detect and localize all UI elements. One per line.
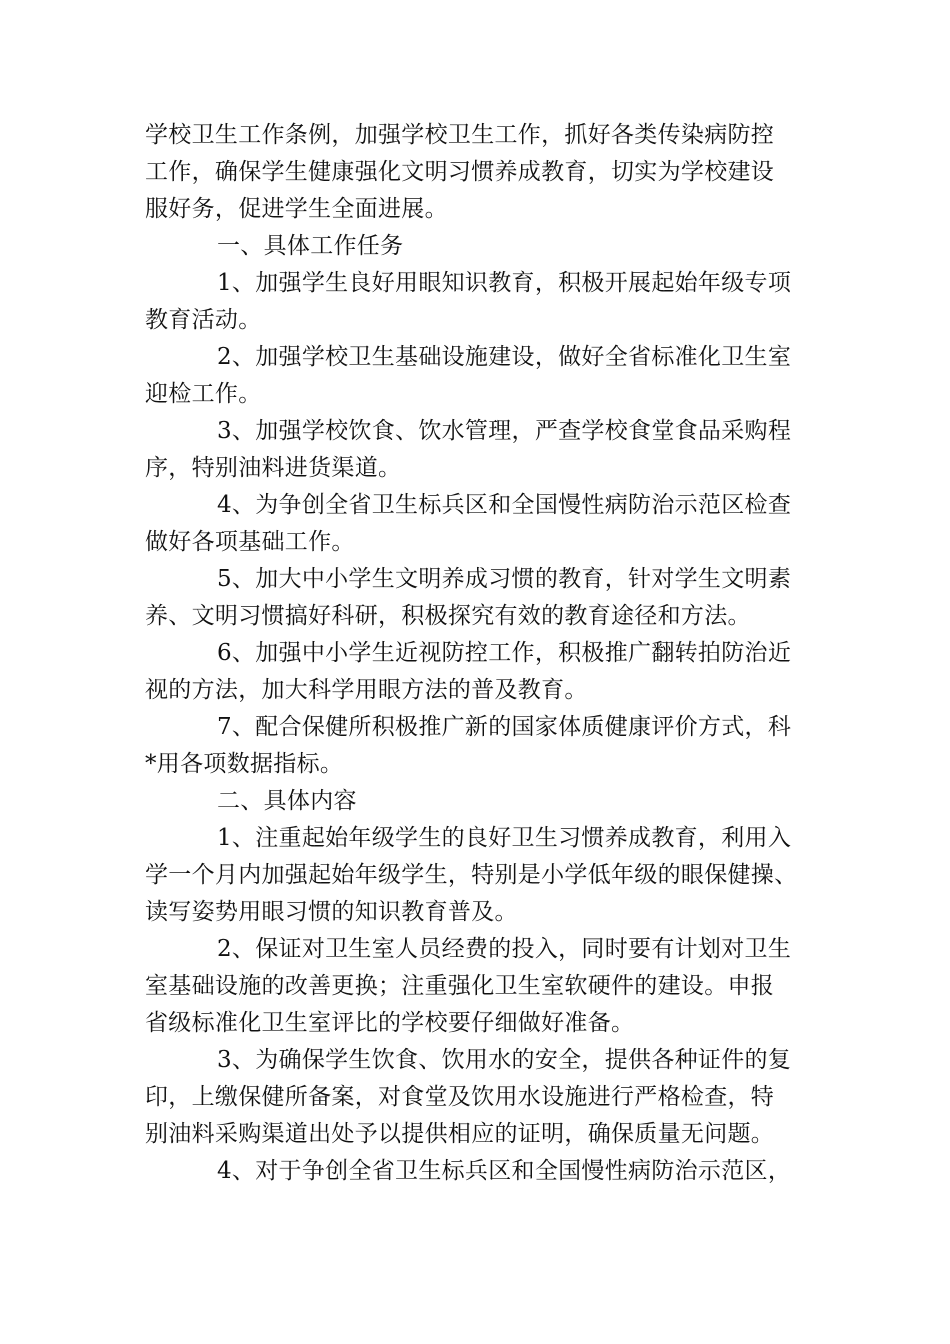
text-line: 学一个月内加强起始年级学生，特别是小学低年级的眼保健操、 [145,862,798,888]
text-line: 省级标准化卫生室评比的学校要仔细做好准备。 [145,1010,635,1036]
text-line: 序，特别油料进货渠道。 [145,455,402,481]
text-line: 4、为争创全省卫生标兵区和全国慢性病防治示范区检查 [217,492,792,518]
text-line: 别油料采购渠道出处予以提供相应的证明，确保质量无问题。 [145,1121,775,1147]
section-heading-content: 二、具体内容 [217,788,357,814]
text-line: 印，上缴保健所备案，对食堂及饮用水设施进行严格检查，特 [145,1084,775,1110]
text-line: 6、加强中小学生近视防控工作，积极推广翻转拍防治近 [217,640,792,666]
text-line: 读写姿势用眼习惯的知识教育普及。 [145,899,518,925]
text-line: 工作，确保学生健康强化文明习惯养成教育，切实为学校建设 [145,159,775,185]
text-line: 4、对于争创全省卫生标兵区和全国慢性病防治示范区， [217,1158,792,1184]
text-line: 1、注重起始年级学生的良好卫生习惯养成教育，利用入 [217,825,792,851]
text-line: 2、加强学校卫生基础设施建设，做好全省标准化卫生室 [217,344,792,370]
text-line: 3、为确保学生饮食、饮用水的安全，提供各种证件的复 [217,1047,792,1073]
text-line: 视的方法，加大科学用眼方法的普及教育。 [145,677,588,703]
text-line: 3、加强学校饮食、饮水管理，严查学校食堂食品采购程 [217,418,792,444]
text-line: 养、文明习惯搞好科研，积极探究有效的教育途径和方法。 [145,603,751,629]
text-line: 5、加大中小学生文明养成习惯的教育，针对学生文明素 [217,566,792,592]
text-line: 室基础设施的改善更换；注重强化卫生室软硬件的建设。申报 [145,973,775,999]
text-line: 做好各项基础工作。 [145,529,355,555]
document-body [145,117,810,1190]
text-line: 迎检工作。 [145,381,262,407]
text-line: 7、配合保健所积极推广新的国家体质健康评价方式，科 [217,714,792,740]
text-line: 1、加强学生良好用眼知识教育，积极开展起始年级专项 [217,270,792,296]
text-line: 2、保证对卫生室人员经费的投入，同时要有计划对卫生 [217,936,792,962]
text-line: 服好务，促进学生全面进展。 [145,196,448,222]
text-line: *用各项数据指标。 [145,751,344,777]
text-line: 教育活动。 [145,307,262,333]
section-heading-tasks: 一、具体工作任务 [217,233,404,259]
text-line: 学校卫生工作条例，加强学校卫生工作，抓好各类传染病防控 [145,122,775,148]
